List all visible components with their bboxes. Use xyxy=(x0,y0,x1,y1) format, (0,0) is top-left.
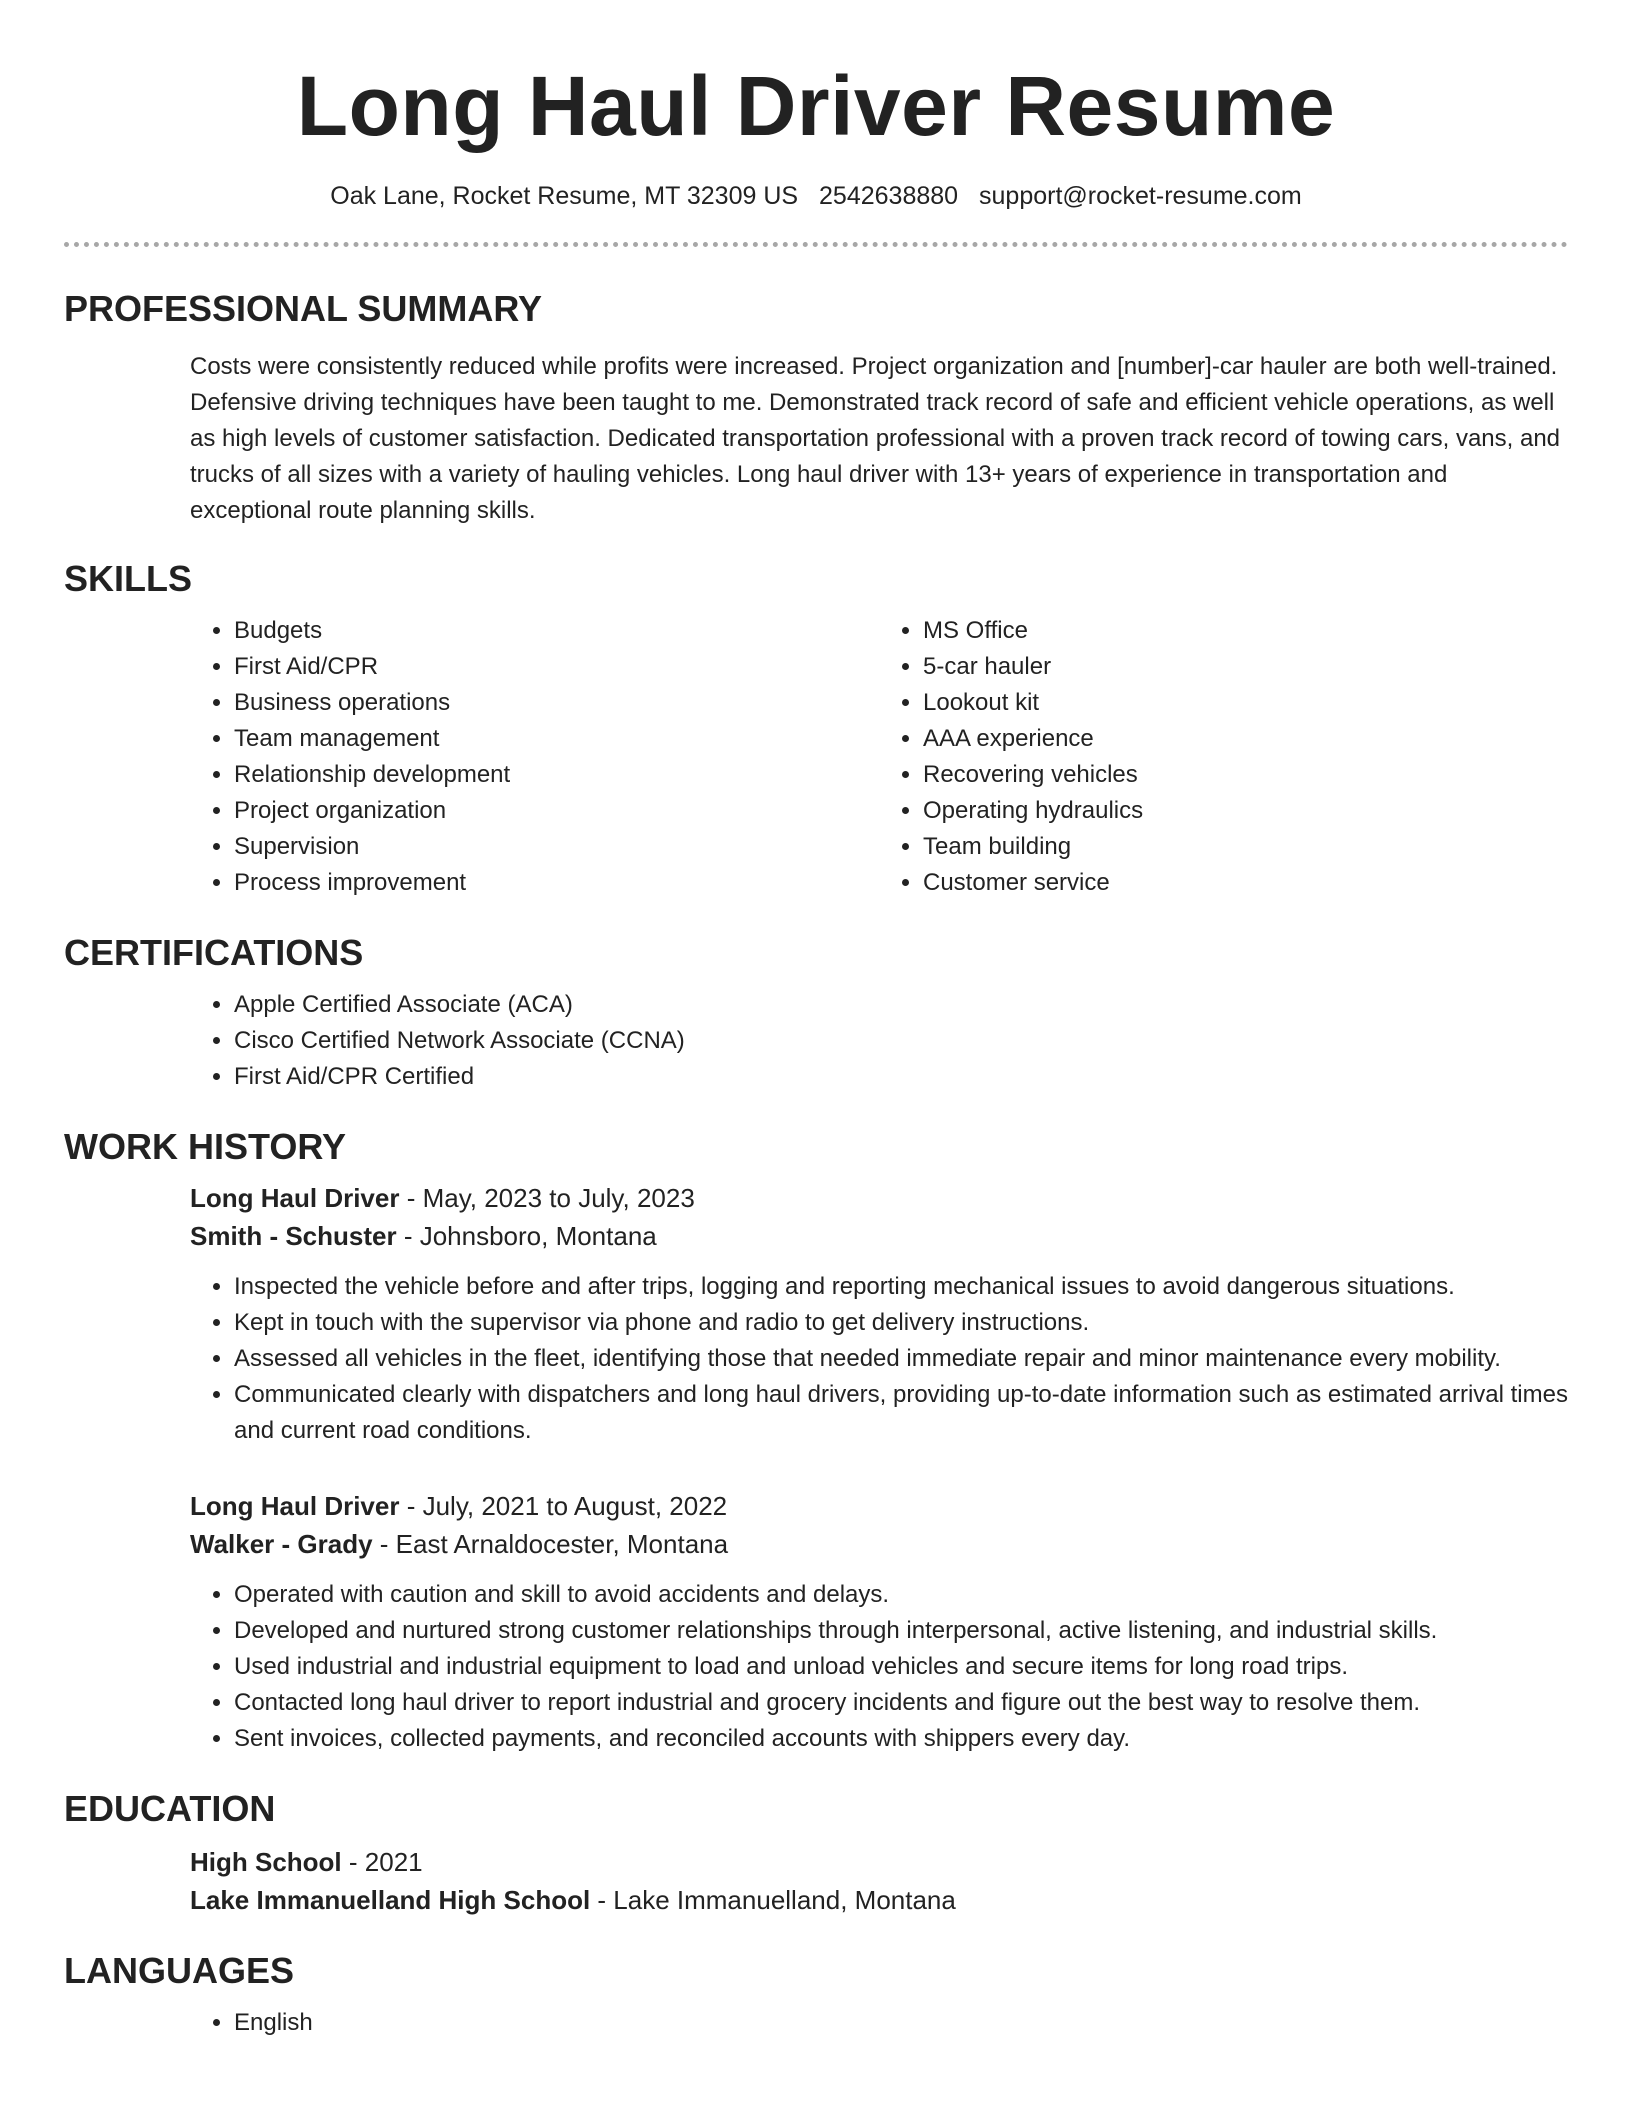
certification-item: • Apple Certified Associate (ACA) xyxy=(234,987,1568,1023)
certifications-body xyxy=(190,987,1568,1095)
job-spacer xyxy=(64,1449,1568,1487)
education-year: - 2021 xyxy=(341,1847,423,1877)
job-duties-list xyxy=(190,1577,1568,1757)
education-entry xyxy=(190,1843,1568,1919)
job-company: Walker - Grady xyxy=(190,1529,373,1559)
job-duty: • Inspected the vehicle before and after trips, logging and reporting mechanical issues to avoid dangerous situations. xyxy=(234,1269,1568,1305)
job-duty: • Operated with caution and skill to avoid accidents and delays. xyxy=(234,1577,1568,1613)
contact-email: support@rocket-resume.com xyxy=(979,182,1302,210)
job-duty: • Kept in touch with the supervisor via phone and radio to get delivery instructions. xyxy=(234,1305,1568,1341)
skill-item: • Customer service xyxy=(923,865,1568,901)
education-degree-line xyxy=(190,1843,1568,1881)
certification-item: • Cisco Certified Network Associate (CCNA) xyxy=(234,1023,1568,1059)
skills-grid xyxy=(190,613,1568,901)
job-title: Long Haul Driver xyxy=(190,1491,400,1521)
languages-section xyxy=(64,1949,1568,2041)
skill-item: • Operating hydraulics xyxy=(923,793,1568,829)
skill-item: • AAA experience xyxy=(923,721,1568,757)
work-history-section xyxy=(64,1125,1568,1757)
job-title-line xyxy=(190,1179,1568,1217)
contact-address: Oak Lane, Rocket Resume, MT 32309 US xyxy=(330,182,799,210)
skills-list-right xyxy=(879,613,1568,901)
skill-item: • First Aid/CPR xyxy=(234,649,879,685)
skills-list-left xyxy=(190,613,879,901)
job-entry xyxy=(190,1487,1568,1757)
languages-body xyxy=(190,2005,1568,2041)
header-divider xyxy=(64,242,1568,247)
skill-item: • Recovering vehicles xyxy=(923,757,1568,793)
job-company-line xyxy=(190,1217,1568,1255)
job-dates: - July, 2021 to August, 2022 xyxy=(399,1491,728,1521)
resume-title: Long Haul Driver Resume xyxy=(296,59,1336,153)
education-heading: EDUCATION xyxy=(64,1788,276,1829)
contact-line xyxy=(64,180,1568,212)
education-degree: High School xyxy=(190,1847,342,1877)
job-duty: • Communicated clearly with dispatchers and long haul drivers, providing up-to-date information such as estimated arrival times and current road conditions. xyxy=(234,1377,1568,1449)
language-item: • English xyxy=(234,2005,1568,2041)
job-duty: • Sent invoices, collected payments, and reconciled accounts with shippers every day. xyxy=(234,1721,1568,1757)
certification-item: • First Aid/CPR Certified xyxy=(234,1059,1568,1095)
job-title-line xyxy=(190,1487,1568,1525)
education-location: - Lake Immanuelland, Montana xyxy=(590,1885,956,1915)
job-location: - Johnsboro, Montana xyxy=(396,1221,657,1251)
education-school-line xyxy=(190,1881,1568,1919)
skill-item: • Process improvement xyxy=(234,865,879,901)
job-company: Smith - Schuster xyxy=(190,1221,397,1251)
certifications-section xyxy=(64,931,1568,1095)
languages-heading: LANGUAGES xyxy=(64,1950,295,1991)
certifications-heading: CERTIFICATIONS xyxy=(64,932,364,973)
skills-heading: SKILLS xyxy=(64,558,193,599)
work-history-heading: WORK HISTORY xyxy=(64,1126,347,1167)
job-location: - East Arnaldocester, Montana xyxy=(372,1529,729,1559)
skill-item: • Project organization xyxy=(234,793,879,829)
skill-item: • 5-car hauler xyxy=(923,649,1568,685)
skill-item: • Lookout kit xyxy=(923,685,1568,721)
skills-section xyxy=(64,557,1568,901)
job-duties-list xyxy=(190,1269,1568,1449)
education-section xyxy=(64,1787,1568,1919)
job-duty: • Developed and nurtured strong customer relationships through interpersonal, active listening, and industrial skills. xyxy=(234,1613,1568,1649)
job-title: Long Haul Driver xyxy=(190,1183,400,1213)
job-entry xyxy=(190,1179,1568,1449)
skill-item: • Budgets xyxy=(234,613,879,649)
summary-text: Costs were consistently reduced while profits were increased. Project organization and [number]-car hauler are both well-trained. Defensive driving techniques have been taught to me. Demonstrated track record of safe and efficient vehicle operations, as well as high levels of customer satisfaction. Dedicated transportation professional with a proven track record of towing cars, vans, and trucks of all sizes with a variety of hauling vehicles. Long haul driver with 13+ years of experience in transportation and exceptional route planning skills. xyxy=(190,353,1561,524)
certifications-list xyxy=(190,987,1568,1095)
skill-item: • Team management xyxy=(234,721,879,757)
job-duty: • Contacted long haul driver to report industrial and grocery incidents and figure out the best way to resolve them. xyxy=(234,1685,1568,1721)
job-dates: - May, 2023 to July, 2023 xyxy=(399,1183,695,1213)
skill-item: • Business operations xyxy=(234,685,879,721)
skill-item: • MS Office xyxy=(923,613,1568,649)
job-duty: • Used industrial and industrial equipment to load and unload vehicles and secure items for long road trips. xyxy=(234,1649,1568,1685)
skill-item: • Team building xyxy=(923,829,1568,865)
languages-list xyxy=(190,2005,1568,2041)
summary-section xyxy=(64,287,1568,529)
contact-phone: 2542638880 xyxy=(819,182,959,210)
skill-item: • Relationship development xyxy=(234,757,879,793)
job-duty: • Assessed all vehicles in the fleet, identifying those that needed immediate repair and minor maintenance every mobility. xyxy=(234,1341,1568,1377)
summary-heading: PROFESSIONAL SUMMARY xyxy=(64,288,543,329)
skill-item: • Supervision xyxy=(234,829,879,865)
education-school: Lake Immanuelland High School xyxy=(190,1885,591,1915)
job-company-line xyxy=(190,1525,1568,1563)
